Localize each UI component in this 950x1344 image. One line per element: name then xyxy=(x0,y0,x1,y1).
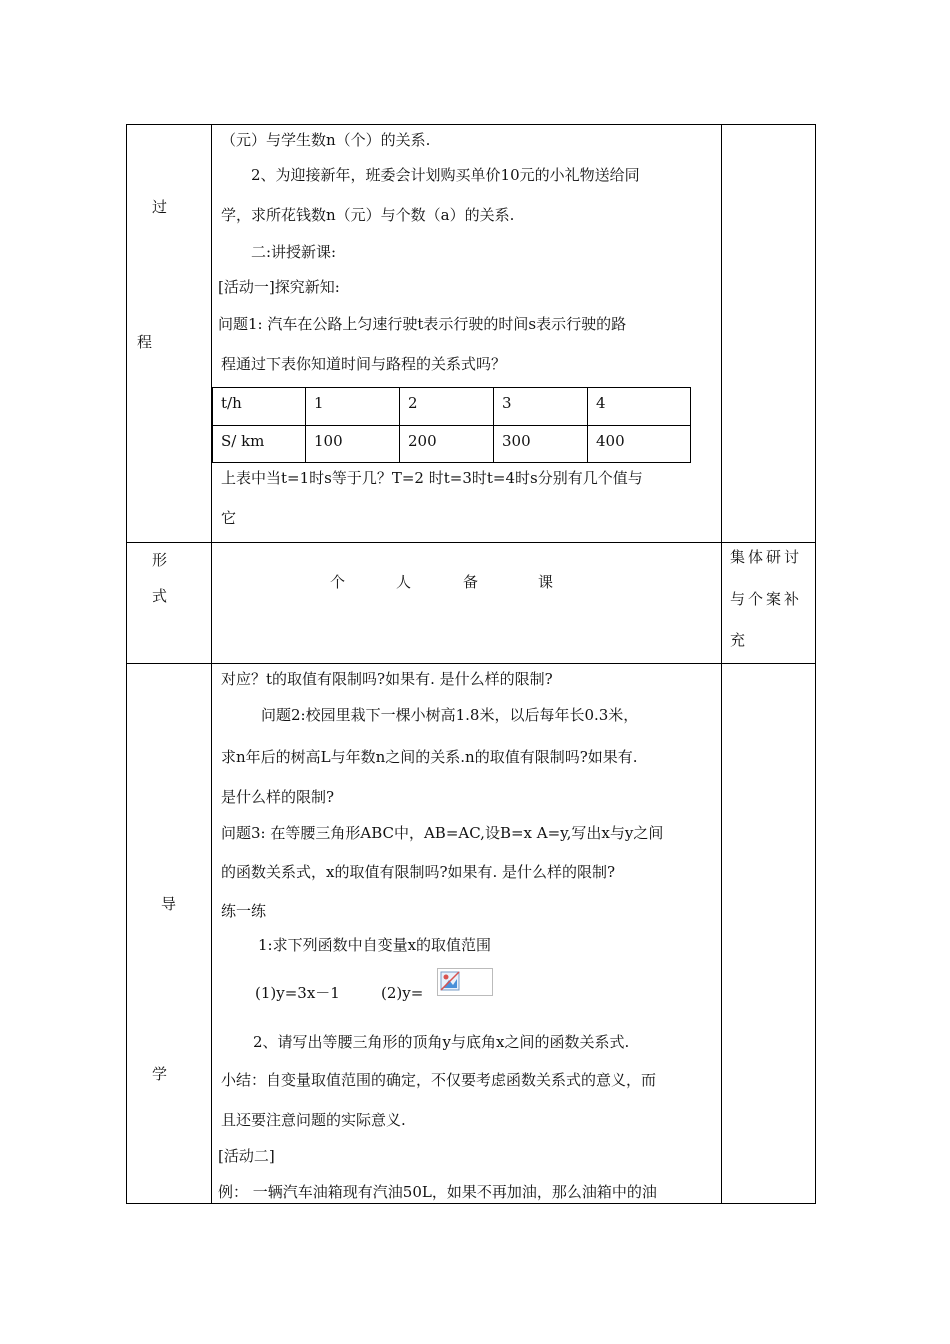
header-title-char: 人 xyxy=(396,573,412,591)
header-title-char: 课 xyxy=(538,573,554,591)
header-title-char: 个 xyxy=(330,573,346,591)
text-line: [活动一]探究新知: xyxy=(218,278,340,296)
column-label-dao: 导 xyxy=(161,895,177,913)
text-line: [活动二] xyxy=(218,1147,275,1165)
side-note-line: 与个案补 xyxy=(730,590,803,608)
text-line: 问题1: 汽车在公路上匀速行驶t表示行驶的时间s表示行驶的路 xyxy=(218,315,627,333)
column-label-xue: 学 xyxy=(152,1065,168,1083)
text-line: 2、请写出等腰三角形的顶角y与底角x之间的函数关系式. xyxy=(253,1033,630,1051)
text-line: 且还要注意问题的实际意义. xyxy=(221,1111,406,1129)
column-divider-left xyxy=(211,124,212,1204)
text-line: 的函数关系式，x的取值有限制吗?如果有. 是什么样的限制? xyxy=(221,863,616,881)
side-note-line: 集体研讨 xyxy=(730,548,803,566)
table-cell: 4 xyxy=(596,394,606,412)
text-line: 程通过下表你知道时间与路程的关系式吗？ xyxy=(221,355,507,373)
column-label-shi: 式 xyxy=(152,587,168,605)
text-line: 例： 一辆汽车油箱现有汽油50L，如果不再加油，那么油箱中的油 xyxy=(218,1183,657,1201)
row-divider-bottom xyxy=(126,663,816,664)
table-cell: t/h xyxy=(213,388,306,425)
text-line: 对应？t的取值有限制吗?如果有. 是什么样的限制? xyxy=(221,670,553,688)
text-line: 学，求所花钱数n（元）与个数（a）的关系. xyxy=(221,206,515,224)
header-title-char: 备 xyxy=(463,573,479,591)
table-cell: 1 xyxy=(306,388,400,425)
text-line: （元）与学生数n（个）的关系. xyxy=(221,131,431,149)
time-distance-table xyxy=(212,387,691,463)
table-cell: 3 xyxy=(494,388,588,425)
text-line: 问题3: 在等腰三角形ABC中，AB=AC,设B=x A=y,写出x与y之间 xyxy=(221,824,664,842)
text-line: 求n年后的树高L与年数n之间的关系.n的取值有限制吗?如果有. xyxy=(221,748,638,766)
column-label-cheng: 程 xyxy=(137,333,153,351)
table-cell: 400 xyxy=(596,432,625,450)
text-line: 小结：自变量取值范围的确定，不仅要考虑函数关系式的意义，而 xyxy=(221,1071,657,1089)
column-label-guo: 过 xyxy=(152,198,168,216)
text-line: 1:求下列函数中自变量x的取值范围 xyxy=(258,936,492,954)
table-row xyxy=(213,425,690,463)
table-cell: 200 xyxy=(400,426,494,463)
text-line: 问题2:校园里栽下一棵小树高1.8米，以后每年长0.3米， xyxy=(261,706,639,724)
row-divider-top xyxy=(126,542,816,543)
table-cell: S/ km xyxy=(213,426,306,463)
column-label-xing: 形 xyxy=(152,551,168,569)
column-divider-right xyxy=(721,124,722,1204)
table-row xyxy=(213,388,690,425)
text-line: 它 xyxy=(221,509,237,527)
formula-1: (1)y=3x－1 xyxy=(255,984,340,1002)
text-line: 上表中当t=1时s等于几？T=2 时t=3时t=4时s分别有几个值与 xyxy=(221,469,643,487)
table-cell: 300 xyxy=(494,426,588,463)
side-note-line: 充 xyxy=(730,631,749,649)
formula-2: (2)y= xyxy=(381,984,424,1002)
formula-image-placeholder xyxy=(437,968,493,996)
table-cell: 2 xyxy=(400,388,494,425)
table-cell: 100 xyxy=(306,426,400,463)
text-line: 练一练 xyxy=(221,902,267,920)
text-line: 2、为迎接新年，班委会计划购买单价10元的小礼物送给同 xyxy=(251,166,640,184)
text-line: 是什么样的限制? xyxy=(221,788,335,806)
broken-image-icon xyxy=(440,971,462,993)
text-line: 二:讲授新课: xyxy=(251,243,337,261)
